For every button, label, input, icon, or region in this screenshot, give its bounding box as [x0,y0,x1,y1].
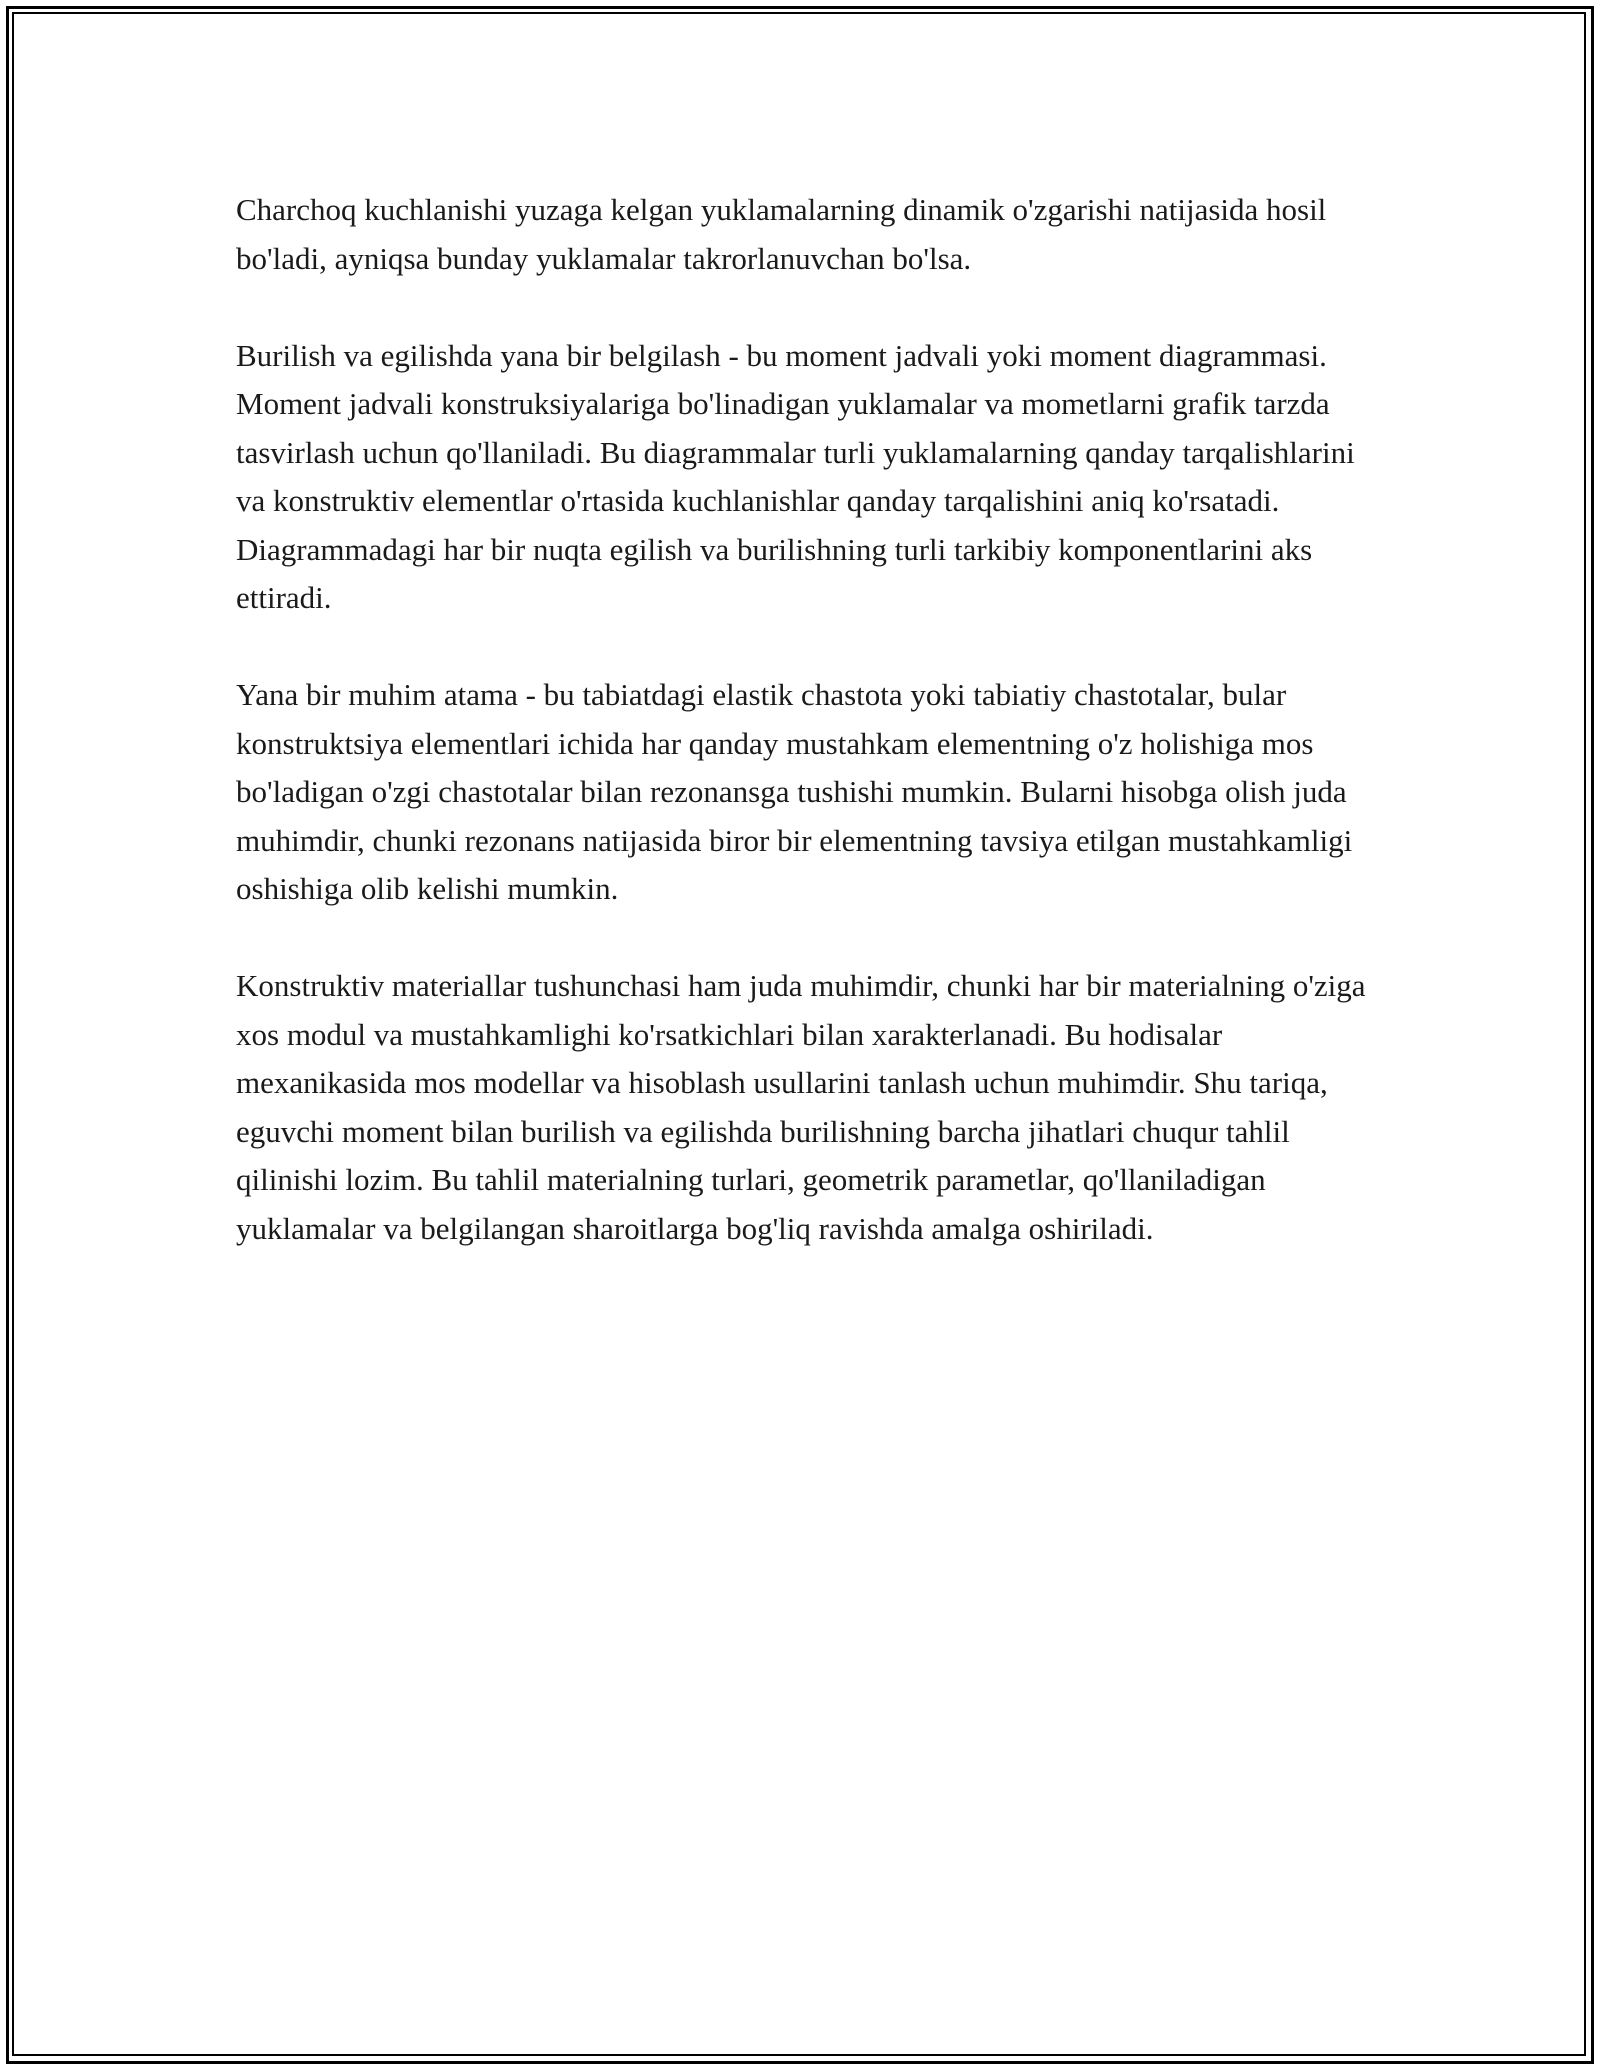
paragraph-1: Charchoq kuchlanishi yuzaga kelgan yuklamalarning dinamik o'zgarishi natijasida hosil bo'ladi, ayniqsa bunday yuklamalar takrorlanuvchan bo'lsa. [236,192,1327,276]
document-body [236,186,1386,1302]
paragraph-3: Yana bir muhim atama - bu tabiatdagi elastik chastota yoki tabiatiy chastotalar, bular konstruktsiya elementlari ichida har qanday mustahkam elementning o'z holishiga mos bo'ladigan o'zgi chastotalar bilan rezonansga tushishi mumkin. Bularni hisobga olish juda muhimdir, chunki rezonans natijasida biror bir elementning tavsiya etilgan mustahkamligi oshishiga olib kelishi mumkin. [236,677,1353,906]
paragraph-4: Konstruktiv materiallar tushunchasi ham juda muhimdir, chunki har bir materialning o'ziga xos modul va mustahkamlighi ko'rsatkichlari bilan xarakterlanadi. Bu hodisalar mexanikasida mos modellar va hisoblash usullarini tanlash uchun muhimdir. Shu tariqa, eguvchi moment bilan burilish va egilishda burilishning barcha jihatlari chuqur tahlil qilinishi lozim. Bu tahlil materialning turlari, geometrik parametlar, qo'llaniladigan yuklamalar va belgilangan sharoitlarga bog'liq ravishda amalga oshiriladi. [236,968,1366,1246]
paragraph-2: Burilish va egilishda yana bir belgilash - bu moment jadvali yoki moment diagrammasi. Moment jadvali konstruksiyalariga bo'linadigan yuklamalar va mometlarni grafik tarzda tasvirlash uchun qo'llaniladi. Bu diagrammalar turli yuklamalarning qanday tarqalishlarini va konstruktiv elementlar o'rtasida kuchlanishlar qanday tarqalishini aniq ko'rsatadi. Diagrammadagi har bir nuqta egilish va burilishning turli tarkibiy komponentlarini aks ettiradi. [236,337,1355,615]
